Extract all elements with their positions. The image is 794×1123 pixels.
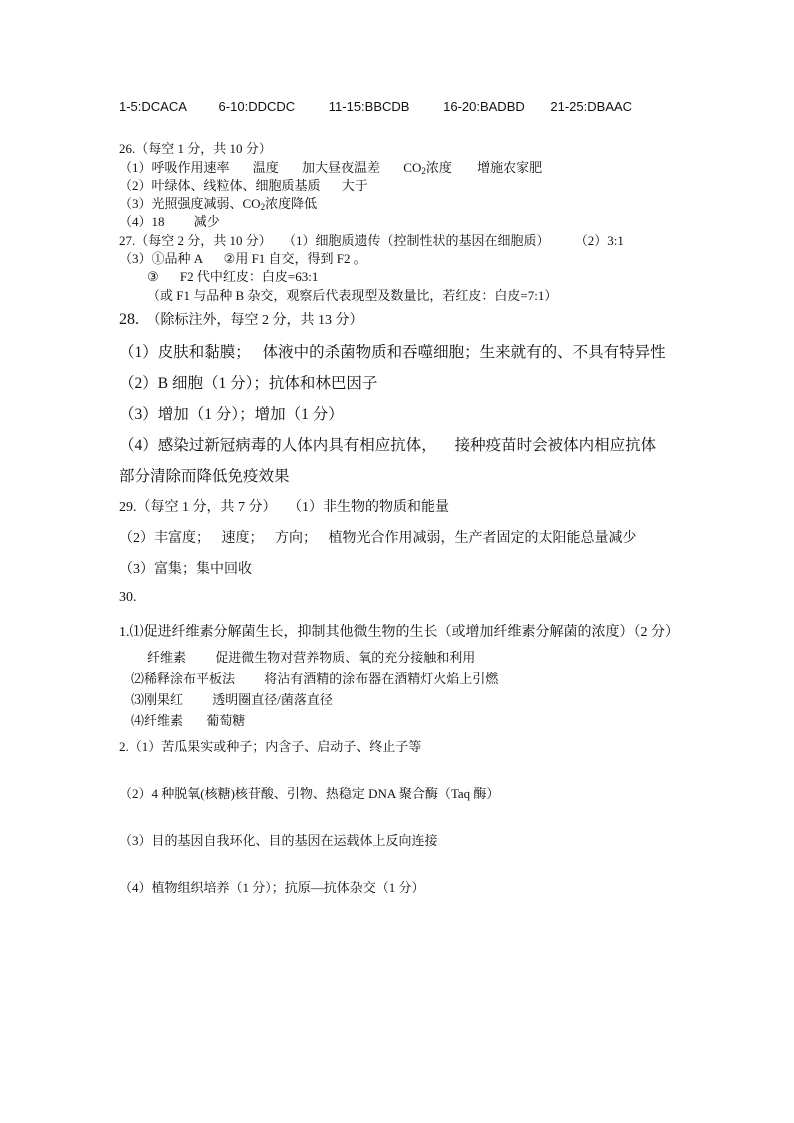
mc-range: 16-20: <box>443 99 480 114</box>
answer-text: 浓度降低 <box>265 196 318 211</box>
answer-text: （3）①品种 A <box>119 251 203 266</box>
mc-range: 11-15: <box>328 99 365 114</box>
q27-line-1 <box>119 230 624 249</box>
mc-answer: BBCDB <box>364 99 410 114</box>
q28-header <box>119 309 364 329</box>
mc-answer-group <box>119 99 187 114</box>
answer-text: 体液中的杀菌物质和吞噬细胞；生来就有的、不具有特异性 <box>262 344 666 361</box>
mc-range: 1-5: <box>119 99 142 114</box>
answer-text: （4）18 <box>119 214 165 229</box>
q30-p2-line-3: （3）目的基因自我环化、目的基因在运载体上反向连接 <box>119 833 438 848</box>
answer-text: （或 F1 与品种 B 杂交，观察后代表现型及数量比，若红皮：白皮=7:1） <box>147 288 558 303</box>
q26-line-4 <box>119 211 220 230</box>
answer-text: 大于 <box>341 178 368 193</box>
q30-header: 30. <box>119 590 137 605</box>
answer-text: 纤维素 <box>147 650 187 665</box>
answer-text: 加大昼夜温差 <box>302 160 381 175</box>
q30-p1-line-5 <box>131 710 245 729</box>
answer-text: 将沾有酒精的涂布器在酒精灯火焰上引燃 <box>264 671 499 686</box>
answer-text: （1）非生物的物质和能量 <box>288 500 449 515</box>
q30-p1-line-4 <box>131 689 333 708</box>
q28-line-5: 部分清除而降低免疫效果 <box>119 468 290 485</box>
co2-subscript: 2 <box>260 202 266 212</box>
answer-text: （2）3:1 <box>574 233 624 248</box>
mc-range: 6-10: <box>218 99 249 114</box>
mc-answer-group <box>219 99 296 114</box>
answer-text: ⑷纤维素 <box>131 713 184 728</box>
q26-line-2 <box>119 175 368 194</box>
answer-text: （2）叶绿体、线粒体、细胞质基质 <box>119 178 321 193</box>
co2-text <box>403 160 452 175</box>
q30-p2-line-4: （4）植物组织培养（1 分）；抗原—抗体杂交（1 分） <box>119 880 425 895</box>
answer-text: （1）细胞质遗传（控制性状的基因在细胞质） <box>283 233 550 248</box>
q29-line-3: （3）富集；集中回收 <box>119 562 252 577</box>
q30-p1-line-1: 1.⑴促进纤维素分解菌生长，抑制其他微生物的生长（或增加纤维素分解菌的浓度）（2 分） <box>119 625 679 640</box>
answer-text: 减少 <box>193 214 220 229</box>
answer-text: ③ <box>147 269 159 284</box>
answer-text: 方向； <box>275 531 317 546</box>
q27-line-4 <box>147 285 557 304</box>
answer-text: 接种疫苗时会被体内相应抗体 <box>454 437 657 454</box>
q27-line-2 <box>119 248 367 267</box>
answer-text: 葡萄糖 <box>206 713 246 728</box>
answer-text: F2 代中红皮：白皮=63:1 <box>179 269 319 284</box>
answer-text: （4）感染过新冠病毒的人体内具有相应抗体， <box>119 437 437 454</box>
answer-text: （1）皮肤和黏膜； <box>119 344 251 361</box>
question-number: 28. <box>119 311 139 328</box>
question-header: 29.（每空 1 分，共 7 分） <box>119 500 277 515</box>
q29-header <box>119 496 449 516</box>
q26-line-1 <box>119 157 542 176</box>
answer-text: 促进微生物对营养物质、氧的充分接触和利用 <box>215 650 476 665</box>
mc-answer: DBAAC <box>587 99 633 114</box>
answer-text: 增施农家肥 <box>477 160 543 175</box>
mc-answer-group <box>550 99 632 114</box>
mc-answer-group <box>443 99 525 114</box>
q27-line-3 <box>147 266 318 285</box>
answer-text: （2）丰富度； <box>119 531 210 546</box>
answer-text: ⑵稀释涂布平板法 <box>131 671 236 686</box>
answer-text: ⑶刚果红 <box>131 692 184 707</box>
q30-p2-line-2: （2）4 种脱氧(核糖)核苷酸、引物、热稳定 DNA 聚合酶（Taq 酶） <box>119 786 500 801</box>
answer-text: 透明圈直径/菌落直径 <box>212 692 333 707</box>
answer-text: 植物光合作用减弱，生产者固定的太阳能总量减少 <box>328 531 637 546</box>
q26-line-3 <box>119 193 317 212</box>
q28-line-2: （2）B 细胞（1 分）；抗体和林巴因子 <box>119 375 378 392</box>
answer-text: （1）呼吸作用速率 <box>119 160 230 175</box>
q30-p1-line-3 <box>131 668 498 687</box>
q30-p2-line-1: 2.（1）苦瓜果实或种子；内含子、启动子、终止子等 <box>119 739 422 754</box>
q26-header: 26.（每空 1 分，共 10 分） <box>119 141 272 156</box>
mc-answers-row <box>119 99 632 114</box>
q30-p1-line-2 <box>147 647 475 666</box>
mc-answer-group <box>329 99 410 114</box>
co2-suffix: 浓度 <box>425 160 452 175</box>
answer-text: 速度； <box>221 531 264 546</box>
mc-answer: DCACA <box>141 99 187 114</box>
mc-range: 21-25: <box>550 99 588 114</box>
question-header: 27.（每空 2 分，共 10 分） <box>119 233 272 248</box>
mc-answer: DDCDC <box>248 99 296 114</box>
q29-line-2 <box>119 527 637 547</box>
answer-text: ②用 F1 自交，得到 F2 。 <box>223 251 367 266</box>
co2-base: CO <box>403 160 422 175</box>
q28-line-3: （3）增加（1 分）；增加（1 分） <box>119 406 344 423</box>
q28-line-4 <box>119 433 656 455</box>
q28-line-1 <box>119 340 666 362</box>
answer-text: （3）光照强度减弱、CO <box>119 196 261 211</box>
answer-text: 温度 <box>252 160 279 175</box>
co2-subscript: 2 <box>421 166 426 176</box>
mc-answer: BADBD <box>479 99 525 114</box>
question-header: （除标注外，每空 2 分，共 13 分） <box>146 313 364 328</box>
